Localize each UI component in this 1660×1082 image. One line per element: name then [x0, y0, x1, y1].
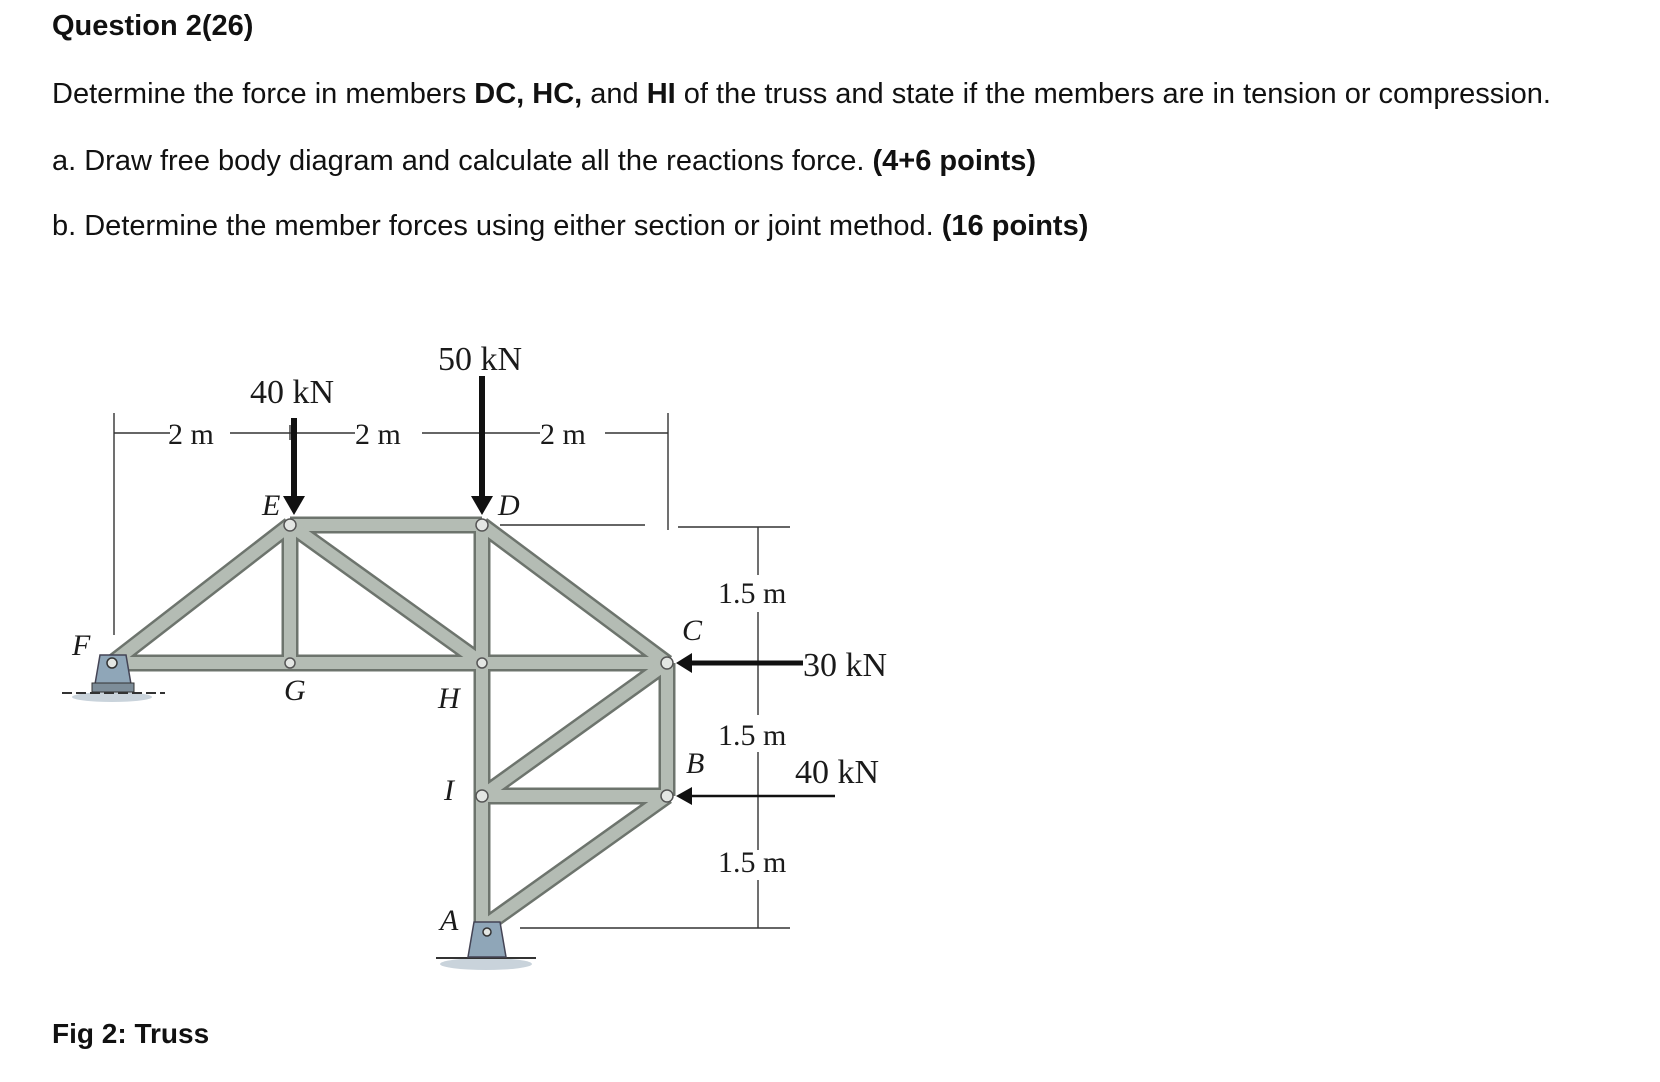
- node-d-label: D: [498, 489, 520, 522]
- member-ic: [482, 663, 667, 796]
- node-a-label: A: [440, 904, 459, 937]
- part-b-text: b. Determine the member forces using either section or joint method.: [52, 210, 942, 242]
- dim-fe-label: 2 m: [168, 418, 214, 451]
- node-g-label: G: [284, 674, 306, 707]
- node-f-label: F: [72, 629, 91, 662]
- dim-ba-rise-label: 1.5 m: [718, 846, 787, 879]
- node-e-label: E: [262, 489, 281, 522]
- dim-cb-rise-label: 1.5 m: [718, 719, 787, 752]
- part-a-points: (4+6 points): [872, 145, 1037, 177]
- member-dc: [482, 525, 667, 663]
- prompt-suffix: of the truss and state if the members are in tension or compression.: [675, 78, 1551, 110]
- member-eh: [290, 525, 482, 663]
- load-b-label: 40 kN: [795, 754, 880, 791]
- member-ab: [482, 796, 667, 928]
- node-b-label: B: [686, 747, 705, 780]
- part-b-points: (16 points): [941, 210, 1089, 242]
- question-title: Question 2(26): [52, 10, 254, 42]
- members-dc-hc: DC, HC,: [474, 78, 583, 110]
- dim-ed-label: 2 m: [355, 418, 401, 451]
- truss-members: [112, 525, 667, 928]
- node-i-label: I: [444, 774, 454, 807]
- load-e-label: 40 kN: [250, 374, 335, 411]
- part-a-text: a. Draw free body diagram and calculate all the reactions force.: [52, 145, 873, 177]
- load-c-label: 30 kN: [803, 647, 888, 684]
- prompt-prefix: Determine the force in members: [52, 78, 475, 110]
- dim-dc-label: 2 m: [540, 418, 586, 451]
- node-h-label: H: [438, 682, 460, 715]
- dim-dc-rise-label: 1.5 m: [718, 577, 787, 610]
- member-fe: [112, 525, 290, 663]
- member-hi: HI: [646, 78, 676, 110]
- figure-caption: Fig 2: Truss: [52, 1018, 210, 1049]
- node-c-label: C: [682, 614, 703, 647]
- load-d-label: 50 kN: [438, 341, 523, 378]
- and-word: and: [582, 78, 647, 110]
